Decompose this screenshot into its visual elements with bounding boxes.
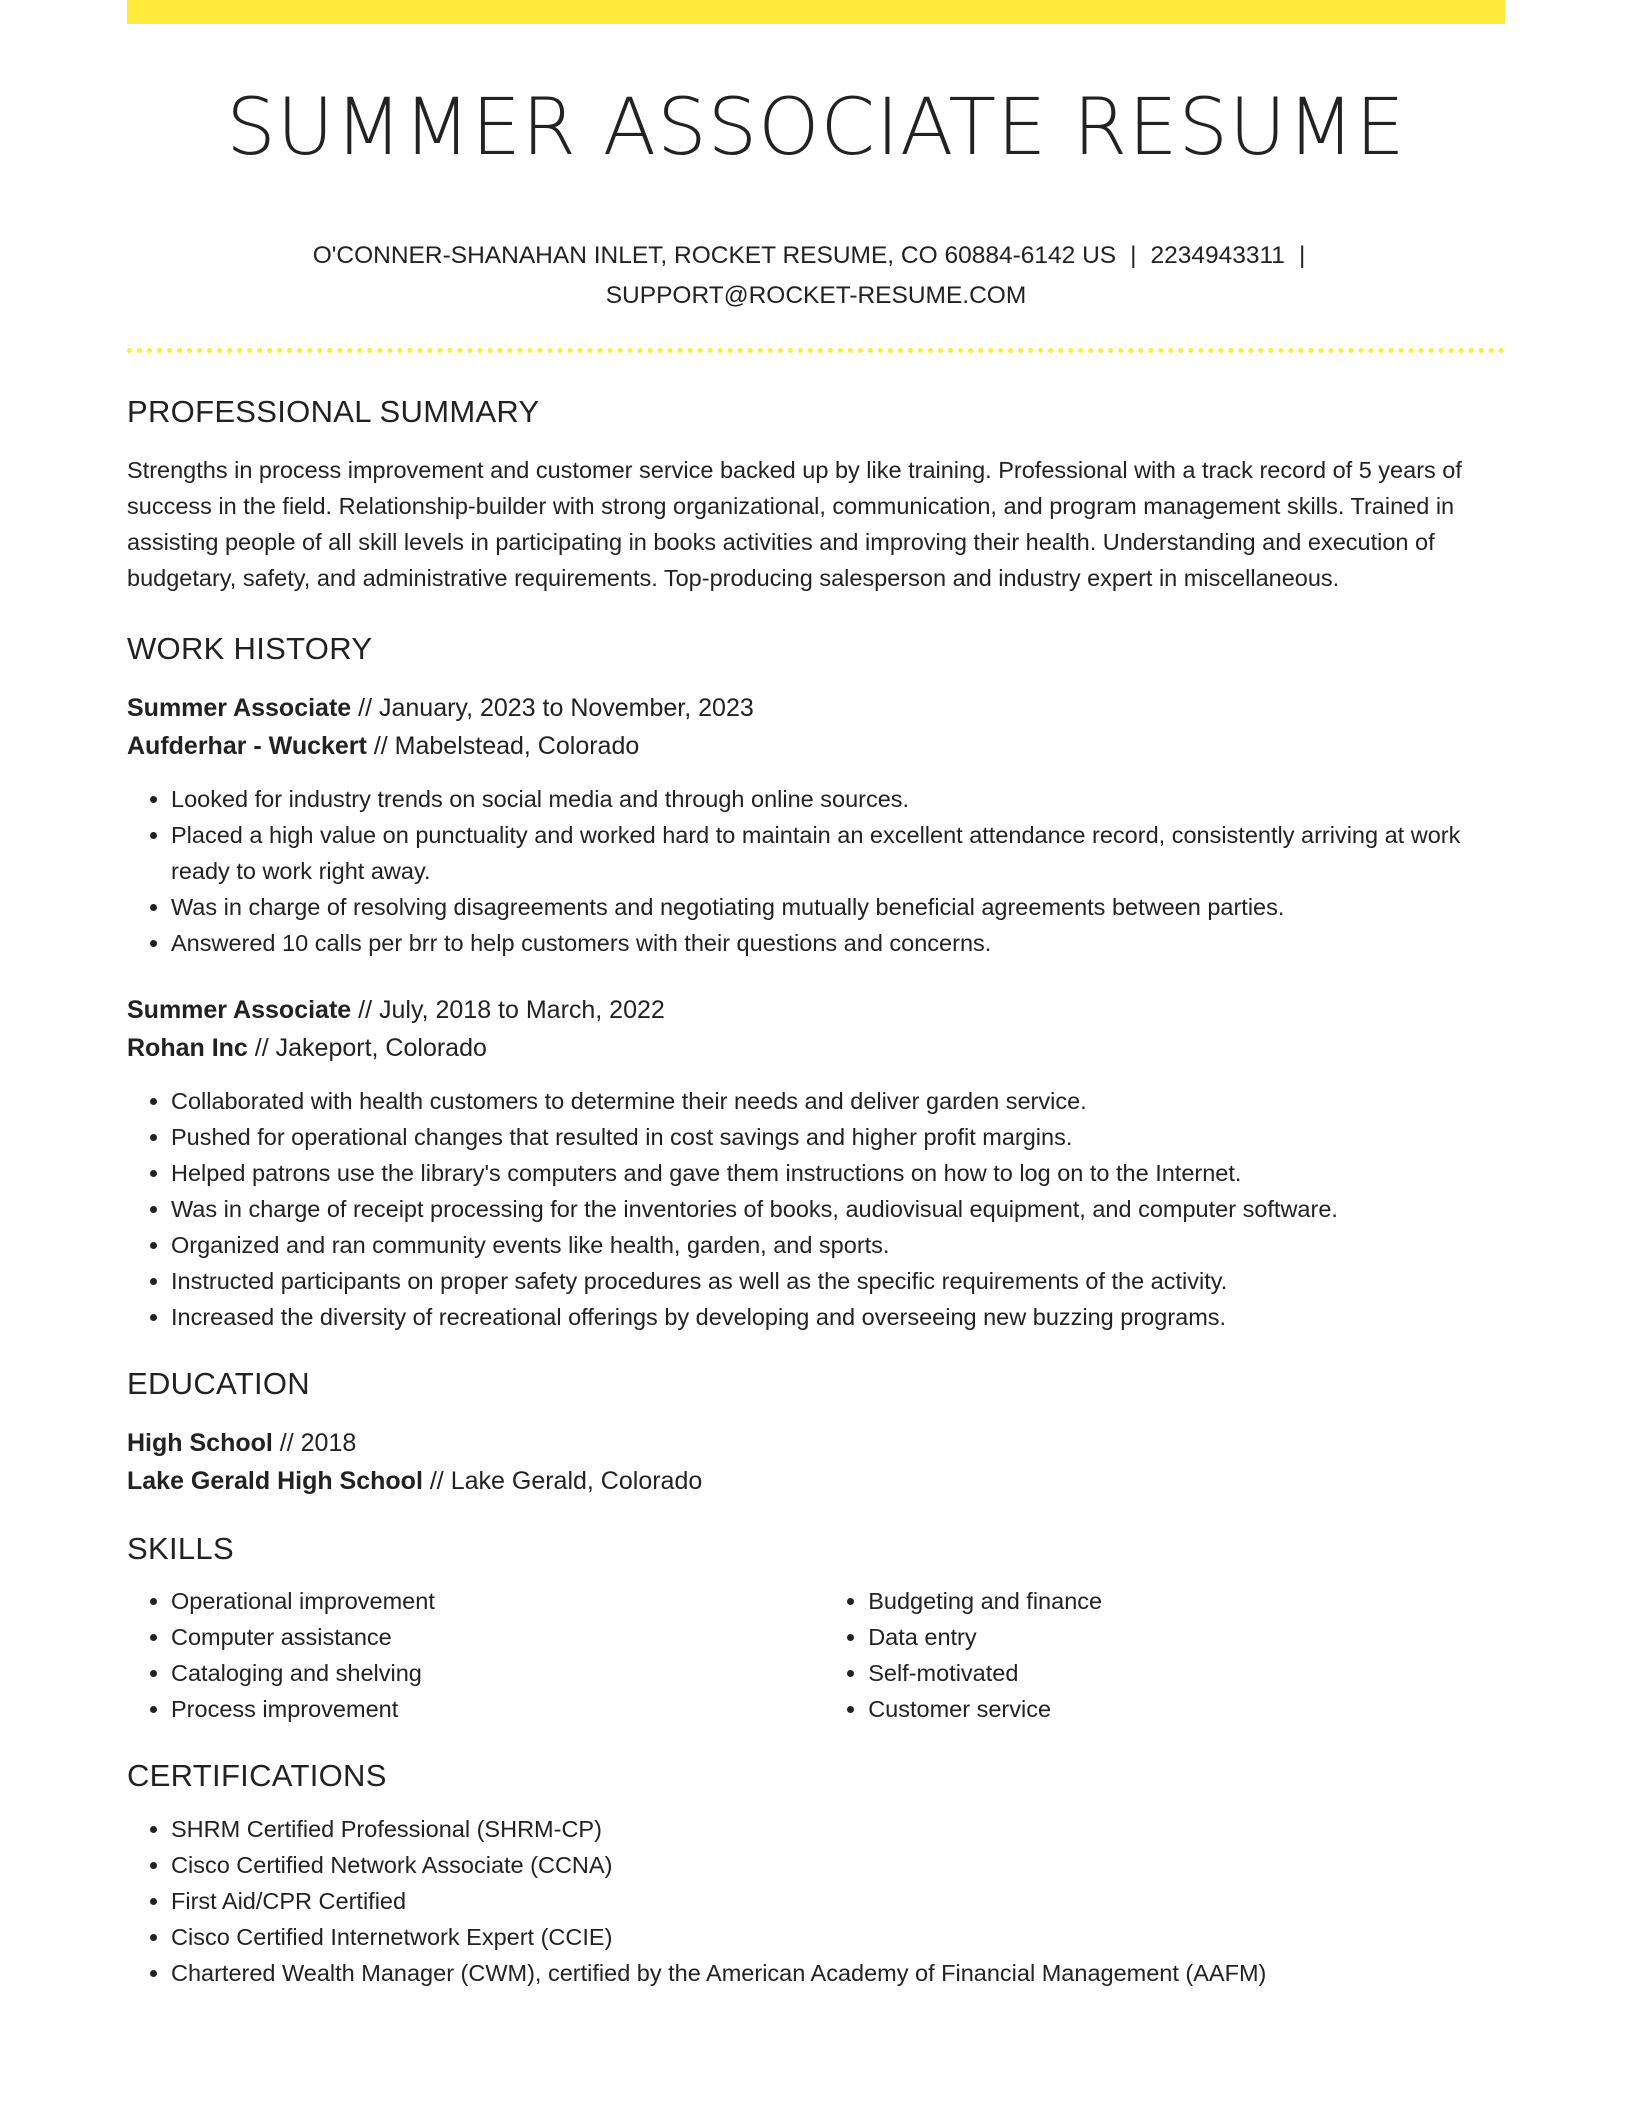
education-degree-line — [127, 1424, 1505, 1462]
certification-item: • Chartered Wealth Manager (CWM), certified by the American Academy of Financial Management (AAFM) — [171, 1955, 1505, 1991]
education-degree: High School — [127, 1429, 273, 1458]
certifications-list — [127, 1811, 1505, 1991]
skill-item: • Customer service — [868, 1691, 1505, 1727]
education-school-line — [127, 1462, 1505, 1500]
job-company: Aufderhar - Wuckert — [127, 732, 367, 761]
certification-item: • Cisco Certified Internetwork Expert (CCIE) — [171, 1919, 1505, 1955]
job-bullet: • Looked for industry trends on social media and through online sources. — [171, 781, 1505, 817]
job-bullets — [127, 1083, 1505, 1335]
job-bullets — [127, 781, 1505, 961]
job-bullet: • Collaborated with health customers to determine their needs and deliver garden service. — [171, 1083, 1505, 1119]
education-entry — [127, 1424, 1505, 1500]
job-company-line — [127, 1029, 1505, 1067]
skills-column-right — [824, 1583, 1505, 1727]
certification-item: • First Aid/CPR Certified — [171, 1883, 1505, 1919]
job-title-line — [127, 689, 1505, 727]
job-location: Jakeport, Colorado — [275, 1034, 487, 1063]
skill-item: • Budgeting and finance — [868, 1583, 1505, 1619]
education-year: 2018 — [300, 1429, 357, 1458]
summary-heading: PROFESSIONAL SUMMARY — [127, 393, 540, 429]
skill-item: • Computer assistance — [171, 1619, 824, 1655]
job-bullet: • Pushed for operational changes that resulted in cost savings and higher profit margins. — [171, 1119, 1505, 1155]
job-company: Rohan Inc — [127, 1034, 248, 1063]
summary-text: Strengths in process improvement and customer service backed up by like training. Professional with a track record of 5 years of success in the field. Relationship-builder with strong organizational, communication, and program management skills. Trained in assisting people of all skill levels in participating in books activities and improving their health. Understanding and execution of budgetary, safety, and administrative requirements. Top-producing salesperson and industry expert in miscellaneous. — [127, 456, 1462, 591]
job-location: Mabelstead, Colorado — [394, 732, 640, 761]
contact-email: SUPPORT@ROCKET-RESUME.COM — [605, 281, 1027, 309]
contact-separator: | — [1298, 241, 1306, 269]
skills-grid — [127, 1583, 1505, 1727]
separator: // — [358, 996, 373, 1025]
skill-item: • Operational improvement — [171, 1583, 824, 1619]
job-title: Summer Associate — [127, 996, 352, 1025]
job-bullet: • Placed a high value on punctuality and worked hard to maintain an excellent attendance record, consistently arriving at work ready to work right away. — [171, 817, 1505, 889]
contact-info — [266, 236, 1366, 316]
job-bullet: • Answered 10 calls per brr to help customers with their questions and concerns. — [171, 925, 1505, 961]
job-company-line — [127, 727, 1505, 765]
job-bullet: • Instructed participants on proper safety procedures as well as the specific requirements of the activity. — [171, 1263, 1505, 1299]
resume-title: SUMMER ASSOCIATE RESUME — [226, 83, 1406, 173]
job-bullet: • Increased the diversity of recreational offerings by developing and overseeing new buzzing programs. — [171, 1299, 1505, 1335]
contact-phone: 2234943311 — [1150, 241, 1285, 269]
job-bullet: • Helped patrons use the library's computers and gave them instructions on how to log on to the Internet. — [171, 1155, 1505, 1191]
skills-heading: SKILLS — [127, 1531, 234, 1567]
resume-page — [127, 0, 1505, 1991]
skill-item: • Data entry — [868, 1619, 1505, 1655]
certification-item: • Cisco Certified Network Associate (CCNA) — [171, 1847, 1505, 1883]
education-heading: EDUCATION — [127, 1366, 310, 1402]
contact-separator: | — [1130, 241, 1137, 269]
skill-item: • Self-motivated — [868, 1655, 1505, 1691]
header-divider — [127, 348, 1505, 353]
separator: // — [358, 694, 373, 723]
job-title: Summer Associate — [127, 694, 352, 723]
separator: // — [373, 732, 388, 761]
job-bullet: • Was in charge of resolving disagreements and negotiating mutually beneficial agreements between parties. — [171, 889, 1505, 925]
certification-item: • SHRM Certified Professional (SHRM-CP) — [171, 1811, 1505, 1847]
skill-item: • Cataloging and shelving — [171, 1655, 824, 1691]
job-dates: January, 2023 to November, 2023 — [378, 694, 754, 723]
separator: // — [279, 1429, 294, 1458]
skill-item: • Process improvement — [171, 1691, 824, 1727]
skills-column-left — [127, 1583, 824, 1727]
job-entry — [127, 689, 1505, 961]
job-entry — [127, 991, 1505, 1335]
job-dates: July, 2018 to March, 2022 — [378, 996, 665, 1025]
work-history-heading: WORK HISTORY — [127, 630, 373, 666]
separator: // — [429, 1467, 444, 1496]
job-title-line — [127, 991, 1505, 1029]
certifications-heading: CERTIFICATIONS — [127, 1758, 387, 1794]
education-location: Lake Gerald, Colorado — [450, 1467, 703, 1496]
education-school: Lake Gerald High School — [127, 1467, 423, 1496]
job-bullet: • Organized and ran community events like health, garden, and sports. — [171, 1227, 1505, 1263]
separator: // — [254, 1034, 269, 1063]
contact-address: O'CONNER-SHANAHAN INLET, ROCKET RESUME, CO 60884-6142 US — [312, 241, 1117, 269]
top-accent-bar — [127, 0, 1505, 24]
job-bullet: • Was in charge of receipt processing for the inventories of books, audiovisual equipment, and computer software. — [171, 1191, 1505, 1227]
